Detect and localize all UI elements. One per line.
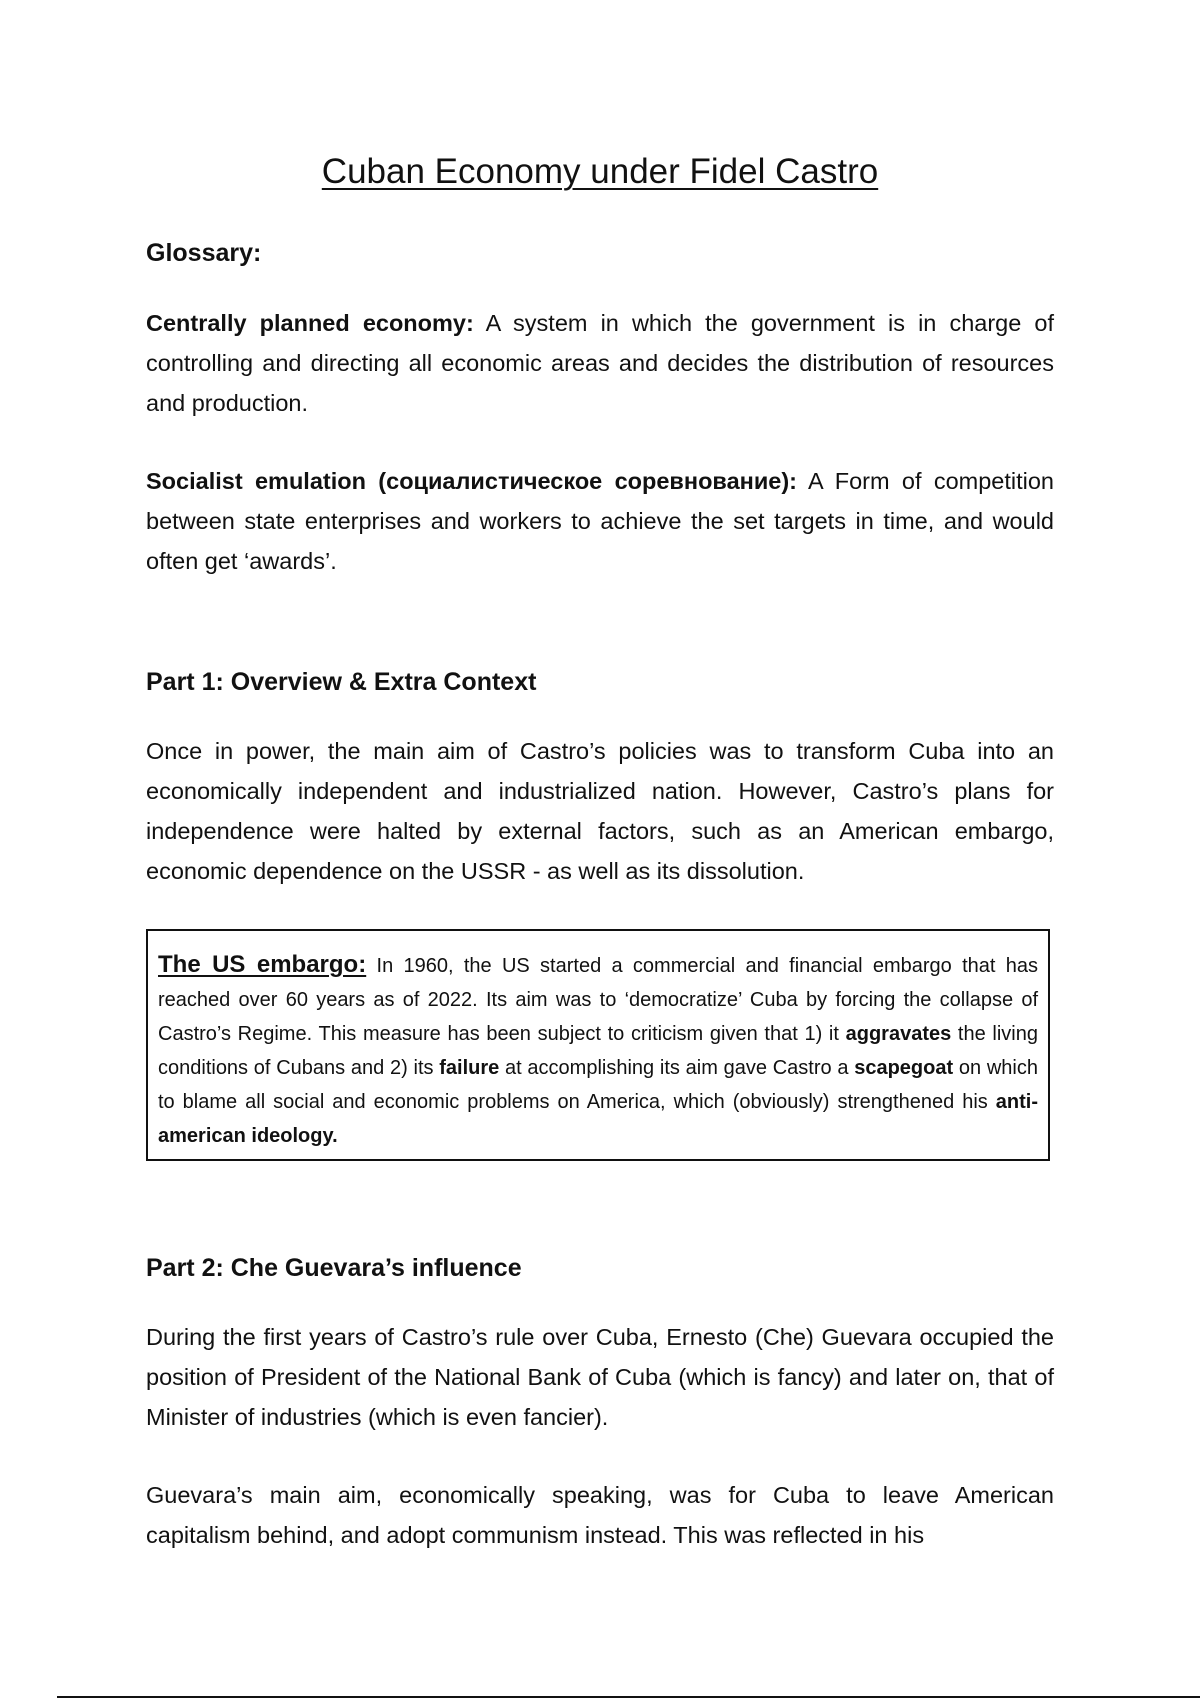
embargo-box-text [158, 948, 1038, 1153]
embargo-box-title: The US embargo: [158, 951, 367, 978]
glossary-term: Socialist emulation (социалистическое соревнование): [146, 468, 797, 494]
document-title: Cuban Economy under Fidel Castro [321, 152, 879, 191]
glossary-heading: Glossary: [146, 239, 262, 267]
part2-paragraph-2: Guevara’s main aim, economically speaking, was for Cuba to leave American capitalism behind, and adopt communism instead. This was reflected in his [146, 1482, 1054, 1548]
part2-heading: Part 2: Che Guevara’s influence [146, 1254, 522, 1282]
embargo-text: at accomplishing its aim gave Castro a [499, 1057, 855, 1079]
embargo-info-box [146, 929, 1050, 1161]
glossary-entry-socialist-emulation [146, 461, 1054, 581]
embargo-text: on which to blame all social and economic problems on America, which (obviously) strengthened his [158, 1057, 1038, 1113]
glossary-definition: A system in which the government is in charge of controlling and directing all economic areas and decides the distribution of resources and production. [146, 310, 1054, 416]
part1-paragraph: Once in power, the main aim of Castro’s policies was to transform Cuba into an economically independent and industrialized nation. However, Castro’s plans for independence were halted by external factors, such as an American embargo, economic dependence on the USSR - as well as its dissolution. [146, 738, 1054, 884]
glossary-definition: A Form of competition between state enterprises and workers to achieve the set targets in time, and would often get ‘awards’. [146, 468, 1055, 574]
glossary-term: Centrally planned economy: [146, 310, 474, 336]
embargo-emphasis: anti-american ideology. [158, 1091, 1038, 1147]
page-bottom-rule [57, 1696, 1200, 1698]
embargo-emphasis: failure [439, 1057, 500, 1079]
embargo-text: the living conditions of Cubans and 2) its [158, 1023, 1038, 1079]
embargo-emphasis: aggravates [845, 1023, 952, 1045]
glossary-entry-centrally-planned [146, 303, 1054, 423]
embargo-emphasis: scapegoat [854, 1057, 954, 1079]
embargo-text: In 1960, the US started a commercial and financial embargo that has reached over 60 years as of 2022. Its aim was to ‘democratize’ Cuba by forcing the collapse of Castro’s Regime. This measure has been subject to criticism given that 1) it [158, 955, 1038, 1045]
part1-heading: Part 1: Overview & Extra Context [146, 668, 537, 696]
part2-paragraph-1: During the first years of Castro’s rule over Cuba, Ernesto (Che) Guevara occupied the position of President of the National Bank of Cuba (which is fancy) and later on, that of Minister of industries (which is even fancier). [146, 1324, 1054, 1430]
